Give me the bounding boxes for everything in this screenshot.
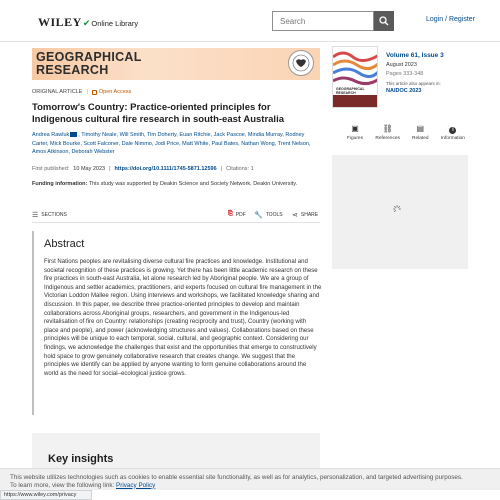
author-separator: , [176, 132, 180, 138]
pdf-icon: ⎘ [228, 211, 233, 217]
tab-information[interactable] [438, 124, 468, 141]
author-separator: , [118, 140, 122, 147]
author-separator: , [80, 140, 84, 147]
author-separator: , [210, 132, 214, 138]
author-separator: , [144, 132, 148, 138]
cover-band [333, 95, 378, 108]
search-input[interactable]: Search [272, 11, 374, 31]
author-link[interactable]: Paul Bates [211, 140, 239, 147]
author-link[interactable]: Mindia Murray [247, 132, 283, 138]
journal-cover-image[interactable] [332, 46, 378, 108]
key-insights-section [32, 433, 320, 473]
privacy-policy-link[interactable]: Privacy Policy [116, 481, 156, 489]
search-button[interactable] [374, 11, 394, 31]
author-link[interactable]: Amos Atkinson [32, 149, 69, 155]
article-toolbar [32, 209, 320, 223]
author-separator: , [238, 140, 242, 147]
author-link[interactable]: Jodi Price [154, 140, 180, 147]
author-separator: , [282, 132, 286, 138]
site-header [0, 0, 500, 42]
cookie-text [10, 474, 463, 489]
cover-art [333, 47, 378, 87]
share-icon: ⋖ [292, 212, 298, 219]
pub-separator: | [109, 166, 111, 172]
author-separator: , [208, 140, 212, 147]
author-separator: , [308, 140, 311, 147]
search-icon [379, 16, 389, 26]
issue-pages: Pages 333-348 [386, 71, 424, 77]
loading-spinner-icon [393, 205, 401, 213]
tab-related-label: Related [412, 136, 429, 141]
tab-figures-label: Figures [347, 136, 363, 141]
wiley-logo[interactable] [38, 15, 138, 30]
right-tabs [340, 124, 468, 141]
journal-banner[interactable] [32, 48, 320, 80]
author-separator: , [68, 149, 72, 155]
open-access-badge [92, 89, 131, 95]
author-link[interactable]: Tim Doherty [147, 132, 177, 138]
author-link[interactable]: Rodney Carter [32, 132, 305, 147]
also-appears-label: This article also appears in: [386, 81, 441, 86]
society-seal-icon [288, 50, 314, 76]
journal-banner-title [36, 51, 142, 77]
tools-label: TOOLS [265, 212, 283, 218]
login-register-link[interactable]: Login / Register [426, 16, 476, 23]
abstract-text: First Nations peoples are revitalising diverse cultural fire practices and knowledge. Institutional and societal recognition of these practices is growing. Yet there has been little academic research on these fire practices in south-east Australia, let alone research led by Aboriginal people. We are a group of Indigenous and settler academics, practitioners, and experts focused on cultural fire management in the Victorian Loddon Mallee region. Using interviews and workshops, we facilitated knowledge sharing and discussion. In this paper, we describe three practice-oriented principles to develop and maintain collaborations across Aboriginal groups, researchers, and government in the Indigenous-led revitalisation of fire on Country: relationships (creating reciprocity and trust), Country (working with place and people), and power (acknowledging structures and values). Collaborations based on these principles will be unique to each temporal, social, cultural, and geographic context. Considering our findings, we acknowledge the challenges that exist and the opportunities that emerge to constructively hold space to grow genuinely collaborative research that creates change. We suggest that the principles we identify can be applied by anyone wanting to form genuine collaborations around the world as the need for social–ecological justice grows. [44, 259, 322, 377]
cover-title: GEOGRAPHICAL RESEARCH [336, 87, 365, 95]
link-icon: ⛓ [382, 124, 393, 133]
article-title: Tomorrow's Country: Practice-oriented principles for Indigenous cultural fire research in south-east Australia [32, 102, 284, 125]
author-separator: , [78, 132, 82, 138]
tools-button[interactable] [254, 211, 283, 219]
collection-link[interactable]: NAIDOC 2023 [386, 88, 422, 94]
author-separator: , [274, 140, 278, 147]
share-button[interactable] [292, 211, 318, 219]
image-icon: ▣ [351, 124, 359, 133]
status-bar-url: https://www.wiley.com/privacy [0, 490, 92, 500]
funding-text: This study was supported by Deakin Science and Society Network, Deakin University. [88, 181, 298, 187]
tab-references[interactable] [373, 124, 403, 141]
email-icon[interactable] [70, 132, 77, 137]
tab-figures[interactable] [340, 124, 370, 141]
author-separator: , [46, 140, 51, 147]
logo-check-icon: ✔ [82, 18, 91, 28]
article-meta [32, 89, 131, 95]
author-list [32, 131, 317, 157]
list-icon: ☰ [32, 212, 39, 219]
author-link[interactable]: Mick Bourke [50, 140, 81, 147]
open-access-label: Open Access [98, 89, 132, 95]
wrench-icon: 🔧 [254, 212, 263, 219]
tab-information-label: Information [440, 136, 465, 141]
author-link[interactable]: Matt White [182, 140, 209, 147]
journal-title-line1: GEOGRAPHICAL [36, 50, 142, 64]
author-separator: , [151, 140, 155, 147]
author-link[interactable]: Andrea Rawluk [32, 132, 70, 138]
pdf-button[interactable] [228, 211, 246, 218]
author-link[interactable]: Jack Pascoe [213, 132, 245, 138]
journal-title-line2: RESEARCH [36, 63, 109, 77]
logo-suffix: Online Library [91, 19, 139, 28]
tab-references-label: References [375, 136, 400, 141]
cookie-banner [0, 468, 500, 490]
funding-label: Funding information: [32, 181, 88, 187]
first-published-label: First published: [32, 166, 70, 172]
publication-line [32, 166, 254, 172]
meta-separator: | [86, 89, 88, 95]
cookie-line1: This website utilizes technologies such as cookies to enable essential site functionality, as well as for analytics, personalization, and targeted advertising purposes. [10, 474, 463, 481]
citations-count[interactable]: Citations: 1 [226, 166, 254, 172]
abstract-section [32, 231, 320, 415]
pub-separator: | [220, 166, 223, 172]
share-label: SHARE [300, 212, 319, 218]
doi-link[interactable]: https://doi.org/10.1111/1745-5871.12596 [114, 166, 217, 172]
author-link[interactable]: Nathan Wong [241, 140, 275, 147]
author-separator: , [244, 132, 248, 138]
author-link[interactable]: Dale Nimmo [121, 140, 152, 147]
funding-info [32, 180, 322, 188]
author-link[interactable]: Deborah Webster [71, 149, 115, 155]
issue-link[interactable]: Volume 61, Issue 3 [386, 52, 444, 59]
info-icon: i [449, 127, 456, 134]
author-link[interactable]: Timothy Neale [81, 132, 117, 138]
cookie-line2: To learn more, view the following link: [10, 481, 115, 489]
abstract-heading: Abstract [44, 238, 85, 250]
first-published-date: 10 May 2023 [73, 166, 106, 172]
author-link[interactable]: Scott Falconer [83, 140, 119, 147]
article-type: ORIGINAL ARTICLE [32, 89, 83, 95]
open-lock-icon [92, 90, 97, 95]
author-link[interactable]: Euan Ritchie [179, 132, 211, 138]
author-separator: , [116, 132, 120, 138]
sections-button[interactable] [32, 211, 67, 219]
sections-label: SECTIONS [41, 212, 67, 218]
issue-date: August 2023 [386, 62, 417, 68]
tab-related[interactable] [405, 124, 435, 141]
author-link[interactable]: Trent Nelson [277, 140, 309, 147]
logo-brand: WILEY [38, 15, 82, 29]
author-link[interactable]: Will Smith [119, 132, 145, 138]
author-separator: , [179, 140, 183, 147]
related-icon: ▤ [416, 124, 425, 133]
pdf-label: PDF [235, 211, 246, 218]
key-insights-heading: Key insights [48, 453, 114, 465]
